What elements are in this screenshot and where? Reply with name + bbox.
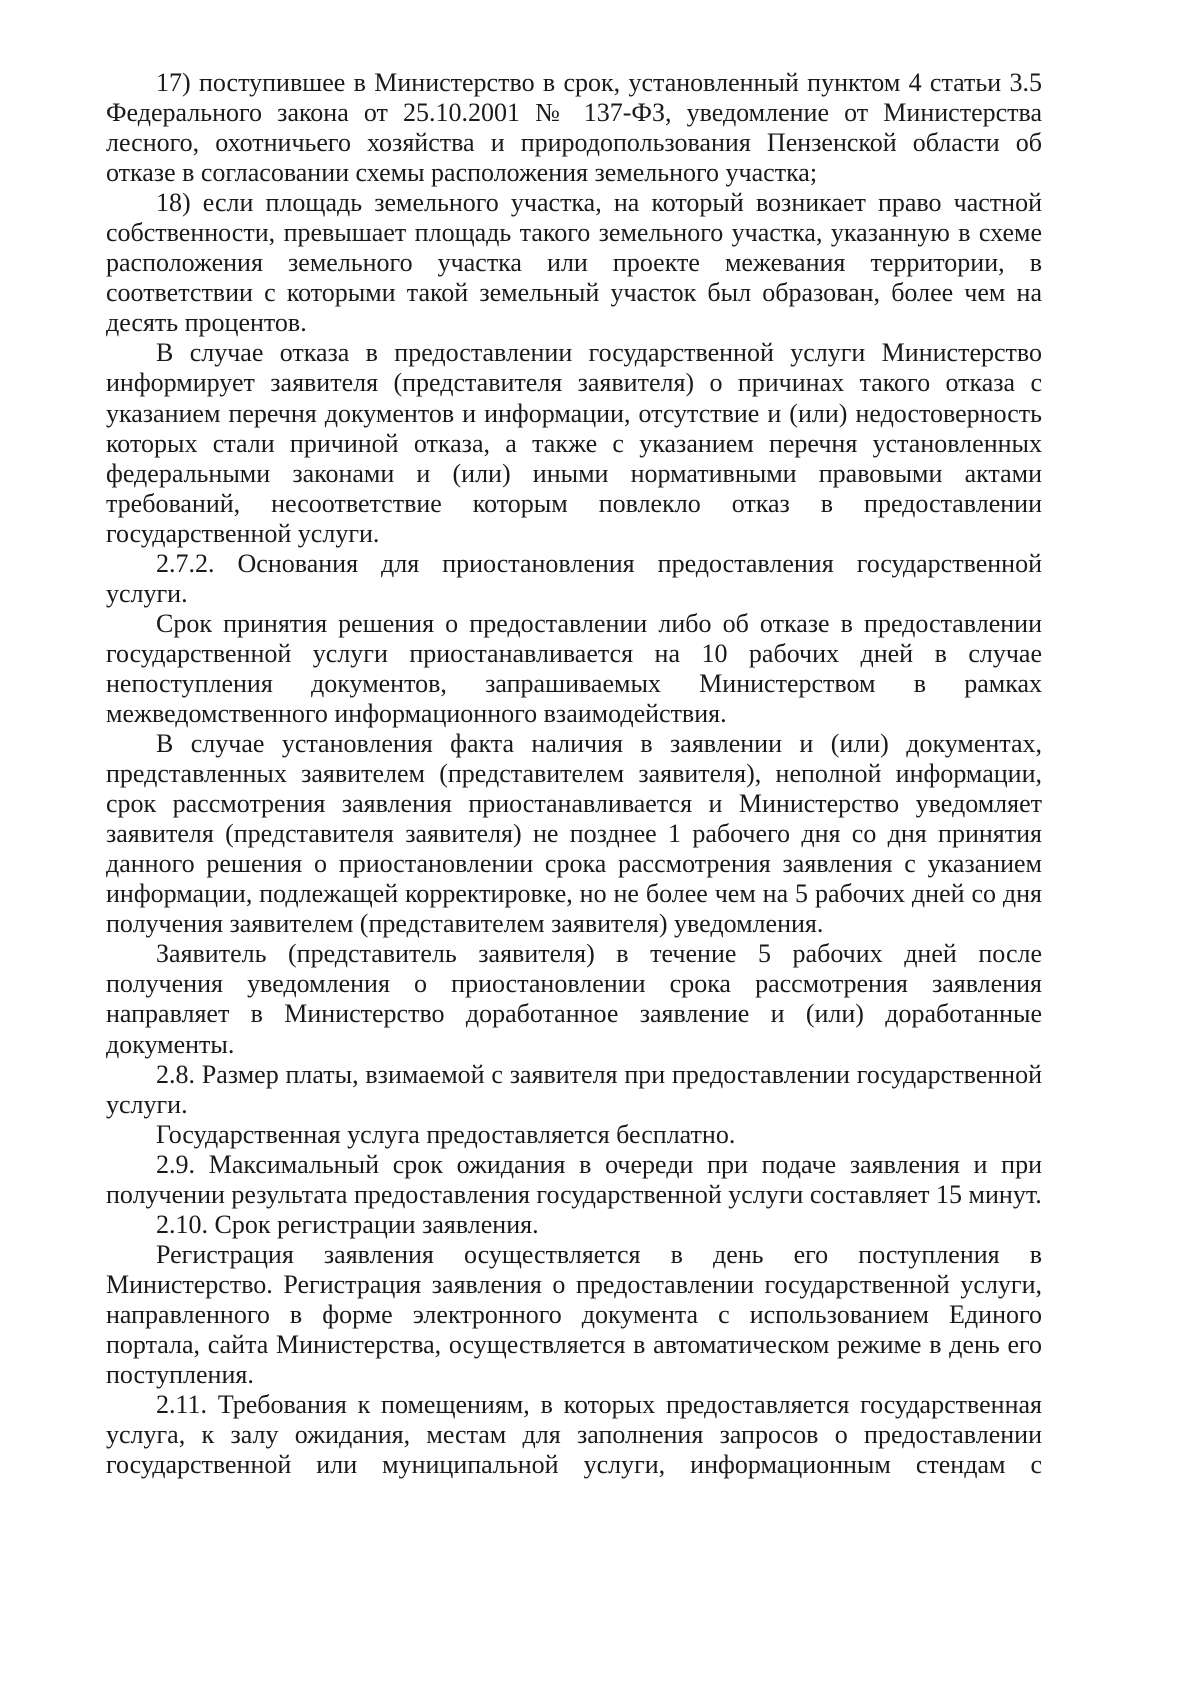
paragraph-incomplete-info: В случае установления факта наличия в заявлении и (или) документах, представленных заявителем (представителем заявителя), неполной информации, срок рассмотрения заявления приостанавливается и Министерство уведомляет заявителя (представителя заявителя) не позднее 1 рабочего дня со дня принятия данного решения о приостановлении срока рассмотрения заявления с указанием информации, подлежащей корректировке, но не более чем на 5 рабочих дней со дня получения заявителем (представителем заявителя) уведомления. <box>106 729 1042 939</box>
section-heading-2-8: 2.8. Размер платы, взимаемой с заявителя при предоставлении государственной услуги. <box>106 1059 1042 1119</box>
paragraph-suspension-term: Срок принятия решения о предоставлении либо об отказе в предоставлении государственной услуги приостанавливается на 10 рабочих дней в случае непоступления документов, запрашиваемых Министерством в рамках межведомственного информационного взаимодействия. <box>106 608 1042 728</box>
paragraph-item-18: 18) если площадь земельного участка, на который возникает право частной собственности, превышает площадь такого земельного участка, указанную в схеме расположения земельного участка или проекте межевания территории, в соответствии с которыми такой земельный участок был образован, более чем на десять процентов. <box>106 188 1042 338</box>
paragraph-free-of-charge: Государственная услуга предоставляется бесплатно. <box>156 1119 736 1149</box>
paragraph-refusal-notice: В случае отказа в предоставлении государственной услуги Министерство информирует заявителя (представителя заявителя) о причинах такого отказа с указанием перечня документов и информации, отсутствие и (или) недостоверность которых стали причиной отказа, а также с указанием перечня установленных федеральными законами и (или) иными нормативными правовыми актами требований, несоответствие которым повлекло отказ в предоставлении государственной услуги. <box>106 338 1042 548</box>
paragraph-item-17: 17) поступившее в Министерство в срок, установленный пунктом 4 статьи 3.5 Федерального закона от 25.10.2001 № 137-ФЗ, уведомление от Министерства лесного, охотничьего хозяйства и природопользования Пензенской области об отказе в согласовании схемы расположения земельного участка; <box>106 68 1042 188</box>
paragraph-applicant-resubmission: Заявитель (представитель заявителя) в течение 5 рабочих дней после получения уведомления о приостановлении срока рассмотрения заявления направляет в Министерство доработанное заявление и (или) доработанные документы. <box>106 939 1042 1059</box>
paragraph-registration: Регистрация заявления осуществляется в день его поступления в Министерство. Регистрация заявления о предоставлении государственной услуги, направленного в форме электронного документа с использованием Единого портала, сайта Министерства, осуществляется в автоматическом режиме в день его поступления. <box>106 1239 1042 1390</box>
section-heading-2-9: 2.9. Максимальный срок ожидания в очереди при подаче заявления и при получении результата предоставления государственной услуги составляет 15 минут. <box>106 1149 1042 1209</box>
section-heading-2-10: 2.10. Срок регистрации заявления. <box>156 1209 539 1239</box>
section-heading-2-7-2: 2.7.2. Основания для приостановления предоставления государственной услуги. <box>106 548 1042 608</box>
section-heading-2-11: 2.11. Требования к помещениям, в которых предоставляется государственная услуга, к залу ожидания, местам для заполнения запросов о предоставлении государственной или муниципальной услуги, информационным стендам с <box>106 1390 1042 1480</box>
document-body <box>106 68 1042 1480</box>
